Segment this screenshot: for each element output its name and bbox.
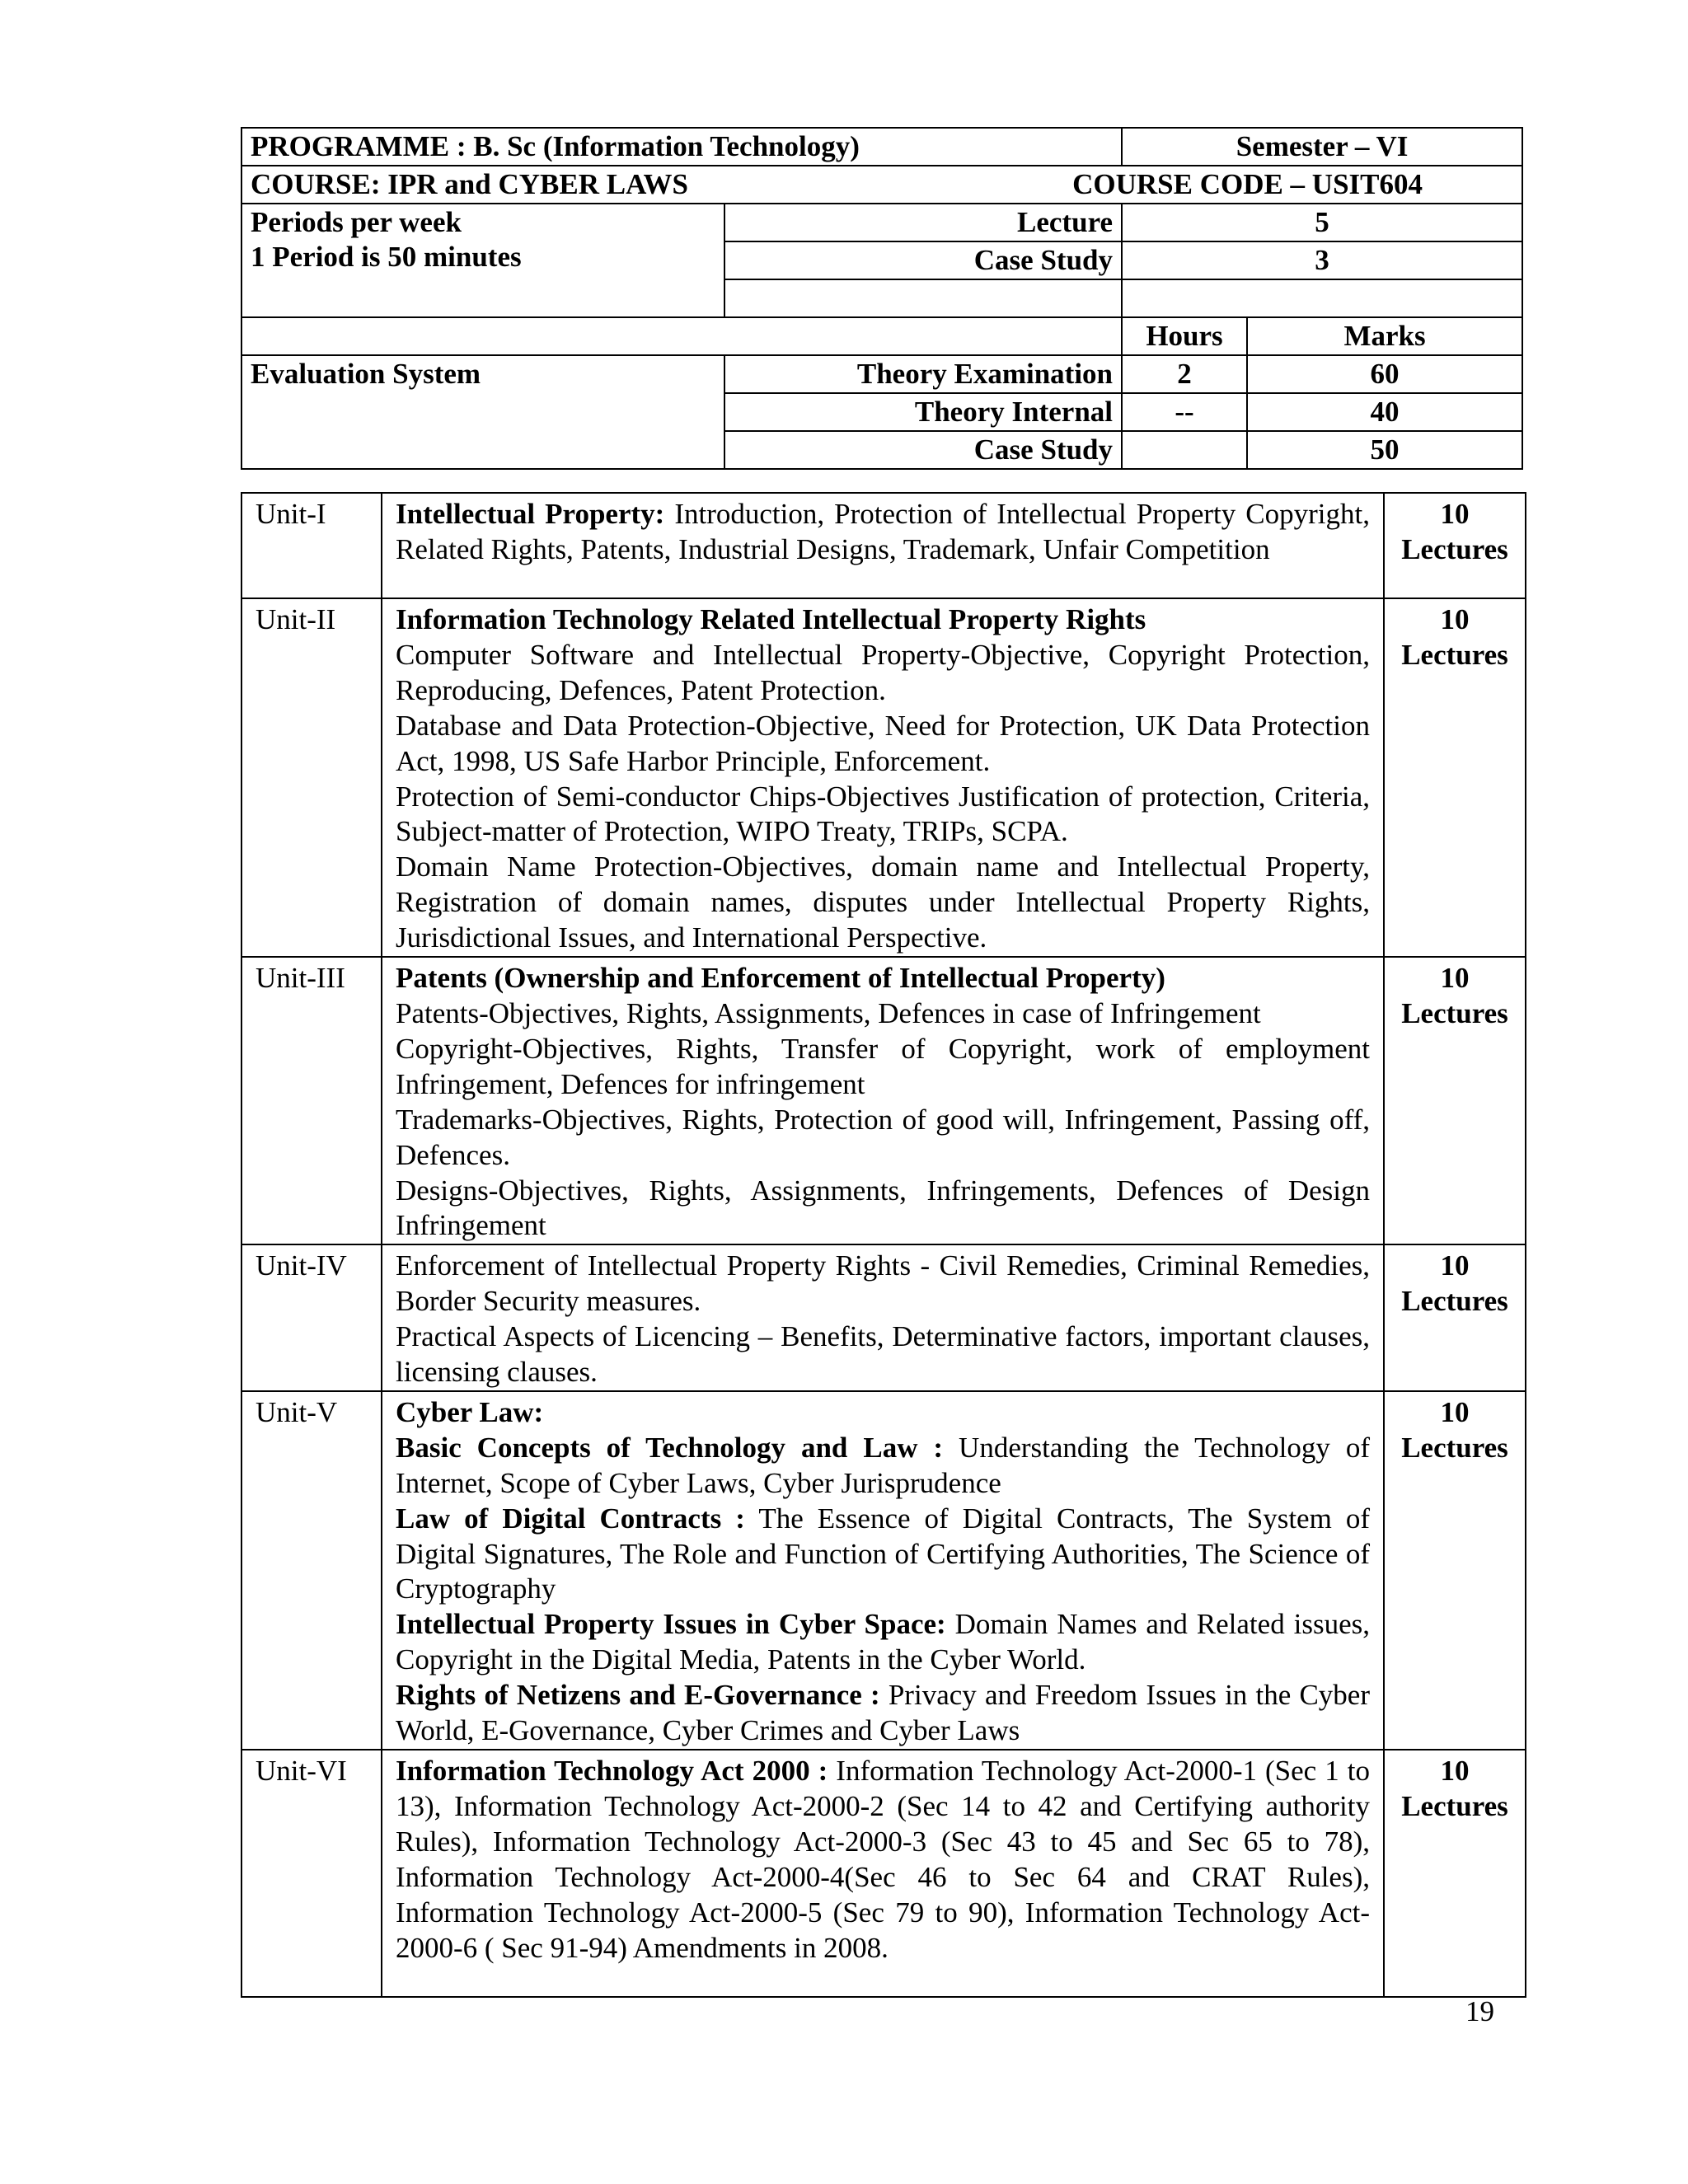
topic-text: Domain Name Protection-Objectives, domain name and Intellectual Property, Registration of domain names, disputes under Intellectual Property Rights, Jurisdictional Issues, and International Perspective.: [396, 851, 1370, 954]
topic-text: Introduction, Protection of Intellectual Property Copyright, Related Rights, Patents, Industrial Designs, Trademark, Unfair Competition: [396, 498, 1370, 565]
unit-paragraph: [396, 996, 1370, 1032]
empty-cell: [724, 279, 1122, 317]
unit-paragraph: [396, 780, 1370, 851]
topic-text: Information Technology Act-2000-1 (Sec 1 to 13), Information Technology Act-2000-2 (Sec 14 to 42 and Certifying authority Rules), Information Technology Act-2000-3 (Sec 43 to 45 and Sec 65 to 78), Information Technology Act-2000-4(Sec 46 to Sec 64 and CRAT Rules), Information Technology Act-2000-5 (Sec 79 to 90), Information Technology Act-2000-6 ( Sec 91-94) Amendments in 2008.: [396, 1755, 1370, 1964]
course-info-table: [241, 127, 1523, 470]
lectures-count: 10: [1440, 962, 1470, 995]
course-name: COURSE: IPR and CYBER LAWS: [251, 168, 688, 200]
topic-text: Protection of Semi-conductor Chips-Objectives Justification of protection, Criteria, Subject-matter of Protection, WIPO Treaty, TRIPs, SCPA.: [396, 780, 1370, 848]
unit-paragraph: [396, 638, 1370, 709]
topic-text: The Essence of Digital Contracts, The System of Digital Signatures, The Role and Function of Certifying Authorities, The Science of Cryptography: [396, 1502, 1371, 1605]
unit-row: [241, 957, 1526, 1244]
empty-cell: [241, 317, 1122, 355]
unit-paragraph: [396, 850, 1370, 956]
marks-header: Marks: [1247, 317, 1522, 355]
lectures-cell: [1384, 1750, 1526, 1997]
lectures-cell: [1384, 1244, 1526, 1391]
eval-case-study-hours: [1122, 431, 1247, 469]
case-study-label: Case Study: [724, 241, 1122, 279]
hours-marks-header-row: [241, 317, 1522, 355]
eval-case-study-marks: 50: [1247, 431, 1522, 469]
unit-paragraph: [396, 1678, 1370, 1749]
lectures-count: 10: [1440, 603, 1470, 635]
theory-internal-hours: --: [1122, 393, 1247, 431]
semester-cell: Semester – VI: [1122, 128, 1522, 166]
topic-heading: Intellectual Property Issues in Cyber Space:: [396, 1608, 946, 1641]
unit-paragraph: [396, 1174, 1370, 1244]
unit-paragraph: [396, 1103, 1370, 1174]
unit-paragraph: [396, 1249, 1370, 1319]
unit-row: [241, 598, 1526, 957]
unit-content: [382, 1244, 1384, 1391]
topic-heading: Rights of Netizens and E-Governance :: [396, 1679, 880, 1712]
unit-name: Unit-II: [241, 598, 382, 957]
lectures-label: Lectures: [1401, 1789, 1508, 1822]
unit-paragraph: [396, 1319, 1370, 1390]
topic-text: Designs-Objectives, Rights, Assignments, Infringements, Defences of Design Infringement: [396, 1174, 1370, 1242]
eval-case-study-label: Case Study: [724, 431, 1122, 469]
lectures-label: Lectures: [1401, 1285, 1508, 1318]
unit-row: [241, 493, 1526, 598]
topic-text: Domain Names and Related issues, Copyright in the Digital Media, Patents in the Cyber World.: [396, 1608, 1370, 1676]
unit-row: [241, 1244, 1526, 1391]
unit-name: Unit-V: [241, 1391, 382, 1750]
topic-heading: Information Technology Act 2000 :: [396, 1755, 828, 1787]
unit-content: [382, 1391, 1384, 1750]
course-row: [241, 166, 1522, 204]
lectures-count: 10: [1440, 1395, 1470, 1428]
unit-paragraph: [396, 497, 1370, 568]
unit-name: Unit-III: [241, 957, 382, 1244]
topic-text: Database and Data Protection-Objective, Need for Protection, UK Data Protection Act, 1998, US Safe Harbor Principle, Enforcement.: [396, 709, 1370, 777]
page-number: 19: [1465, 1995, 1494, 2027]
unit-paragraph: [396, 1607, 1370, 1678]
lectures-label: Lectures: [1401, 532, 1508, 565]
lectures-label: Lectures: [1401, 1431, 1508, 1464]
topic-text: Enforcement of Intellectual Property Rights - Civil Remedies, Criminal Remedies, Border Security measures.: [396, 1249, 1370, 1318]
lectures-cell: [1384, 957, 1526, 1244]
empty-cell: [1122, 279, 1522, 317]
course-cell: [241, 166, 1522, 204]
unit-name: Unit-IV: [241, 1244, 382, 1391]
periods-label: Periods per week: [251, 206, 462, 238]
periods-cell: [241, 204, 724, 317]
period-duration: 1 Period is 50 minutes: [251, 241, 522, 273]
unit-paragraph: [396, 602, 1370, 638]
unit-name: Unit-I: [241, 493, 382, 598]
unit-row: [241, 1750, 1526, 1997]
lecture-value: 5: [1122, 204, 1522, 241]
topic-text: Copyright-Objectives, Rights, Transfer of Copyright, work of employment Infringement, Defences for infringement: [396, 1032, 1370, 1100]
topic-heading: Information Technology Related Intellectual Property Rights: [396, 603, 1146, 635]
lectures-count: 10: [1440, 1249, 1470, 1282]
theory-exam-marks: 60: [1247, 355, 1522, 393]
unit-paragraph: [396, 961, 1370, 996]
hours-header: Hours: [1122, 317, 1247, 355]
unit-content: [382, 493, 1384, 598]
lecture-label: Lecture: [724, 204, 1122, 241]
topic-heading: Intellectual Property:: [396, 498, 665, 530]
unit-name: Unit-VI: [241, 1750, 382, 1997]
topic-heading: Law of Digital Contracts :: [396, 1502, 745, 1535]
topic-text: Understanding the Technology of Internet, Scope of Cyber Laws, Cyber Jurisprudence: [396, 1431, 1370, 1499]
theory-exam-hours: 2: [1122, 355, 1247, 393]
lectures-cell: [1384, 1391, 1526, 1750]
lectures-label: Lectures: [1401, 638, 1508, 671]
unit-paragraph: [396, 1032, 1370, 1103]
topic-text: Practical Aspects of Licencing – Benefits, Determinative factors, important clauses, licensing clauses.: [396, 1320, 1370, 1389]
topic-text: Trademarks-Objectives, Rights, Protection of good will, Infringement, Passing off, Defences.: [396, 1103, 1370, 1171]
lecture-row: [241, 204, 1522, 241]
lectures-cell: [1384, 598, 1526, 957]
lectures-count: 10: [1440, 1755, 1470, 1787]
topic-heading: Patents (Ownership and Enforcement of Intellectual Property): [396, 962, 1165, 995]
unit-paragraph: [396, 709, 1370, 780]
units-body: [241, 493, 1526, 1997]
case-study-value: 3: [1122, 241, 1522, 279]
topic-text: Computer Software and Intellectual Property-Objective, Copyright Protection, Reproducing, Defences, Patent Protection.: [396, 638, 1370, 706]
lectures-count: 10: [1440, 498, 1470, 530]
theory-internal-marks: 40: [1247, 393, 1522, 431]
topic-heading: Basic Concepts of Technology and Law :: [396, 1431, 944, 1464]
programme-cell: PROGRAMME : B. Sc (Information Technology): [241, 128, 1122, 166]
lectures-label: Lectures: [1401, 996, 1508, 1029]
theory-exam-label: Theory Examination: [724, 355, 1122, 393]
programme-row: [241, 128, 1522, 166]
topic-heading: Cyber Law:: [396, 1395, 544, 1428]
unit-paragraph: [396, 1754, 1370, 1966]
unit-row: [241, 1391, 1526, 1750]
unit-content: [382, 1750, 1384, 1997]
topic-text: Privacy and Freedom Issues in the Cyber World, E-Governance, Cyber Crimes and Cyber Laws: [396, 1679, 1370, 1747]
theory-internal-label: Theory Internal: [724, 393, 1122, 431]
unit-paragraph: [396, 1502, 1370, 1608]
unit-paragraph: [396, 1431, 1370, 1502]
units-table: [241, 492, 1526, 1998]
theory-exam-row: [241, 355, 1522, 393]
unit-paragraph: [396, 1395, 1370, 1431]
unit-content: [382, 957, 1384, 1244]
lectures-cell: [1384, 493, 1526, 598]
evaluation-label: Evaluation System: [241, 355, 724, 469]
unit-content: [382, 598, 1384, 957]
course-code: COURSE CODE – USIT604: [1072, 168, 1423, 200]
topic-text: Patents-Objectives, Rights, Assignments, Defences in case of Infringement: [396, 996, 1261, 1029]
